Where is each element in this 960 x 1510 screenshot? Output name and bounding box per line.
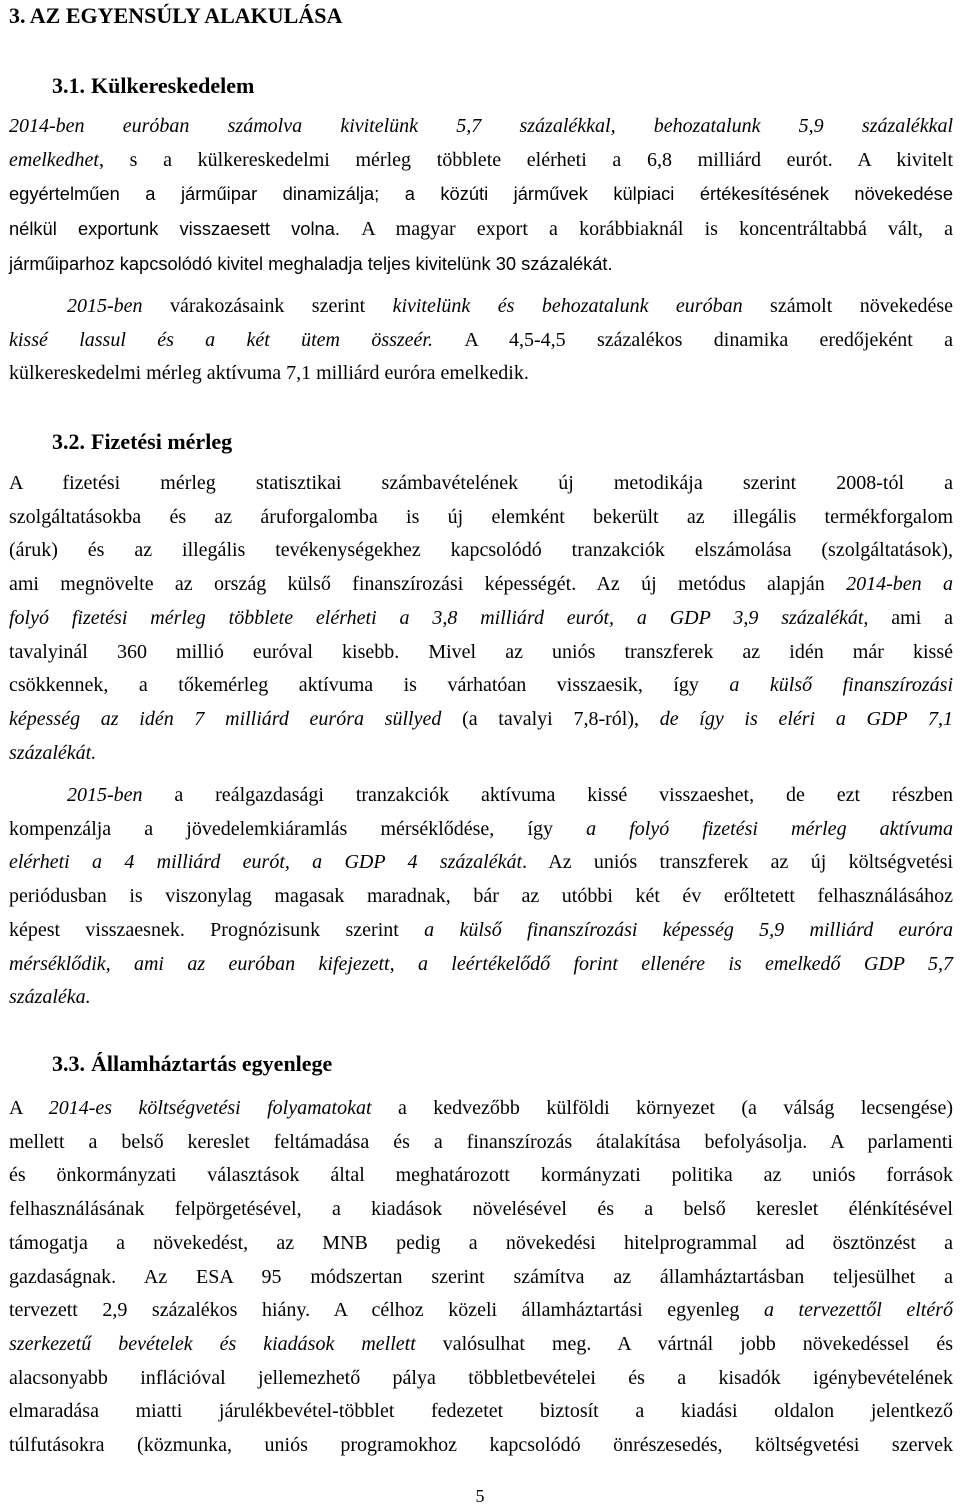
- text-line: [9, 501, 953, 535]
- text-run: , s a külkereskedelmi mérleg többlete elérheti a 6,8 milliárd eurót. A kivitelt: [98, 148, 953, 171]
- text-run: tervezett 2,9 százalékos hiány. A célhoz közeli államháztartási egyenleg: [9, 1299, 764, 1322]
- text-run: A 4,5-4,5 százalékos dinamika eredőjeként a: [464, 328, 953, 351]
- text-run: a reálgazdasági tranzakciók aktívuma kissé visszaeshet, de ezt részben: [174, 784, 953, 806]
- text-line: [9, 948, 953, 982]
- text-run: nélkül exportunk visszaesett volna.: [9, 218, 362, 240]
- text-line: [9, 1227, 953, 1261]
- text-run: Mivel az uniós transzferek az idén már kissé: [428, 640, 953, 663]
- subsection-title-3-3: [52, 1050, 332, 1078]
- text-run: külkereskedelmi mérleg aktívuma 7,1 milliárd euróra emelkedik.: [9, 362, 529, 385]
- italic-text: 2014-es költségvetési folyamatokat: [48, 1097, 398, 1119]
- subsection-heading: Külkereskedelem: [91, 73, 255, 98]
- text-run: számolt növekedése: [770, 295, 953, 317]
- text-run: A: [9, 1097, 49, 1119]
- text-line: [9, 212, 953, 247]
- subsection-number: 3.1.: [52, 73, 85, 98]
- italic-text: százaléka.: [9, 986, 91, 1009]
- text-line: [9, 1261, 953, 1295]
- text-run: A magyar export a korábbiaknál is koncentráltabbá vált, a: [361, 218, 954, 241]
- text-line: [9, 1294, 953, 1328]
- text-line: [9, 669, 953, 703]
- text-line: [9, 324, 953, 358]
- text-line: [9, 177, 953, 212]
- section-title: 3. AZ EGYENSÚLY ALAKULÁSA: [9, 3, 343, 28]
- text-run: valósulhat meg. A vártnál jobb növekedéssel és: [442, 1332, 953, 1355]
- text-line: [9, 1092, 953, 1126]
- text-line: [9, 110, 953, 144]
- text-line: [9, 534, 953, 568]
- text-run: és önkormányzati választások által meghatározott kormányzati politika az uniós források: [9, 1164, 953, 1187]
- text-run: kompenzálja a jövedelemkiáramlás mérséklődése, így: [9, 817, 587, 840]
- italic-text: 2014-ben eurόban számolva: [9, 115, 341, 137]
- text-run: A fizetési mérleg statisztikai számbavételének új metodikája szerint 2008-tól a: [9, 472, 953, 494]
- text-line: [9, 703, 953, 737]
- italic-text: képesség az idén 7 milliárd euróra süllyed: [9, 707, 463, 730]
- text-run: , ami a: [863, 606, 954, 629]
- text-run: túlfutásokra (közmunka, uniós programokhoz kapcsolódó önrészesedés, költségvetési szervek: [9, 1434, 953, 1457]
- text-run: képest visszaesnek. Prognózisunk szerint: [9, 918, 425, 941]
- text-run: felhasználásának felpörgetésével, a kiadások növelésével és a belső kereslet élénkítésével: [9, 1198, 953, 1221]
- subsection-title-3-2: [52, 428, 232, 456]
- text-run: gazdaságnak. Az ESA 95 módszertan szerint számítva az államháztartásban teljesülhet a: [9, 1265, 953, 1288]
- italic-text: mérséklődik, ami az euróban kifejezett, a leértékelődő forint ellenére is emelkedő GDP 5,7: [9, 952, 953, 975]
- text-run: támogatja a növekedést, az MNB pedig a növekedési hitelprogrammal ad ösztönzést a: [9, 1231, 953, 1254]
- italic-text: kivitelünk 5,7 százalékkal, behozatalunk 5,9 százalékkal: [340, 115, 953, 137]
- text-line: [9, 1193, 953, 1227]
- text-run: alacsonyabb inflációval jellemezhető pálya többletbevételei és a kisadók igénybevételének: [9, 1366, 953, 1389]
- italic-text: kissé lassul és a két ütem összeér.: [9, 328, 465, 351]
- text-line: [9, 779, 953, 813]
- italic-text: a tervezettől eltérő: [763, 1299, 954, 1322]
- text-line: [9, 1159, 953, 1193]
- text-run: elmaradása miatti járulékbevétel-többlet fedezetet biztosít a kiadási oldalon jelentkező: [9, 1400, 953, 1423]
- italic-text: a folyó fizetési mérleg aktívuma: [586, 817, 953, 840]
- text-run: csökkennek, a tőkemérleg aktívuma is várhatóan visszaesik, így: [9, 674, 730, 697]
- text-line: [9, 1395, 953, 1429]
- text-run: . Az uniós transzferek az új költségvetési: [522, 851, 953, 874]
- italic-text: folyó fizetési mérleg többlete elérheti a 3,8 milliárd eurót, a GDP 3,9 százalékát: [9, 606, 864, 629]
- paragraph-export-2015: [9, 290, 953, 391]
- italic-text: elérheti a 4 milliárd eurót, a GDP 4 százalékát: [9, 851, 523, 874]
- italic-text: 2015-ben: [67, 784, 175, 806]
- italic-text: százalékát.: [9, 741, 97, 764]
- italic-text: kivitelünk és behozatalunk euróban: [392, 295, 771, 317]
- subsection-heading: Fizetési mérleg: [91, 429, 233, 454]
- text-line: [9, 357, 953, 391]
- text-line: [9, 880, 953, 914]
- subsection-number: 3.2.: [52, 429, 85, 454]
- italic-text: de így is eléri a GDP 7,1: [659, 707, 953, 730]
- subsection-number: 3.3.: [52, 1051, 85, 1076]
- text-run: (a tavalyi 7,8-ról),: [462, 707, 660, 730]
- text-line: [9, 813, 953, 847]
- text-line: [9, 636, 953, 670]
- italic-text: emelkedhet: [9, 148, 99, 171]
- text-run: tavalyinál 360 millió euróval kisebb.: [9, 640, 429, 663]
- subsection-title-3-1: [52, 72, 254, 100]
- text-line: [9, 247, 953, 282]
- italic-text: a külső finanszírozási képesség 5,9 milliárd euróra: [424, 918, 953, 941]
- text-run: Az új metódus alapján: [596, 573, 847, 596]
- text-run: a kedvezőbb külföldi környezet (a válság lecsengése): [397, 1097, 954, 1119]
- paragraph-export-2014: [9, 110, 953, 282]
- text-line: [9, 1126, 953, 1160]
- text-run: periódusban is viszonylag magasak maradnak, bár az utóbbi két év erőltetett felhasználásához: [9, 885, 953, 908]
- page-number: 5: [475, 1486, 485, 1506]
- text-line: [9, 1362, 953, 1396]
- text-line: [9, 737, 953, 771]
- text-line: [9, 290, 953, 324]
- text-run: egyértelműen a járműipar dinamizálja; a közúti járművek külpiaci értékesítésének növekedése: [9, 183, 953, 205]
- text-run: járműiparhoz kapcsolódó kivitel meghaladja teljes kivitelünk 30 százalékát.: [9, 252, 613, 274]
- text-line: [9, 467, 953, 501]
- italic-text: 2015-ben: [67, 295, 170, 317]
- text-line: [9, 602, 953, 636]
- italic-text: 2014-ben a: [846, 573, 953, 596]
- text-run: szolgáltatásokba és az áruforgalomba is új elemként bekerült az illegális termékforgalom: [9, 505, 953, 528]
- text-run: ami megnövelte az ország külső finanszírozási képességét.: [9, 573, 597, 596]
- text-line: [9, 981, 953, 1015]
- paragraph-current-account-2014: [9, 467, 953, 770]
- paragraph-budget-2014: [9, 1092, 953, 1463]
- text-line: [9, 1429, 953, 1463]
- paragraph-current-account-2015: [9, 779, 953, 1015]
- text-line: [9, 568, 953, 602]
- text-run: mellett a belső kereslet feltámadása és a finanszírozás átalakítása befolyásolja. A parlamenti: [9, 1130, 953, 1153]
- text-line: [9, 144, 953, 178]
- text-run: várakozásaink szerint: [169, 295, 393, 317]
- italic-text: szerkezetű bevételek és kiadások mellett: [9, 1332, 443, 1355]
- text-run: (áruk) és az illegális tevékenységekhez kapcsolódó tranzakciók elszámolása (szolgáltatások),: [9, 539, 953, 562]
- text-line: [9, 1328, 953, 1362]
- subsection-heading: Államháztartás egyenlege: [91, 1051, 333, 1076]
- text-line: [9, 846, 953, 880]
- text-line: [9, 914, 953, 948]
- italic-text: a külső finanszírozási: [729, 674, 953, 697]
